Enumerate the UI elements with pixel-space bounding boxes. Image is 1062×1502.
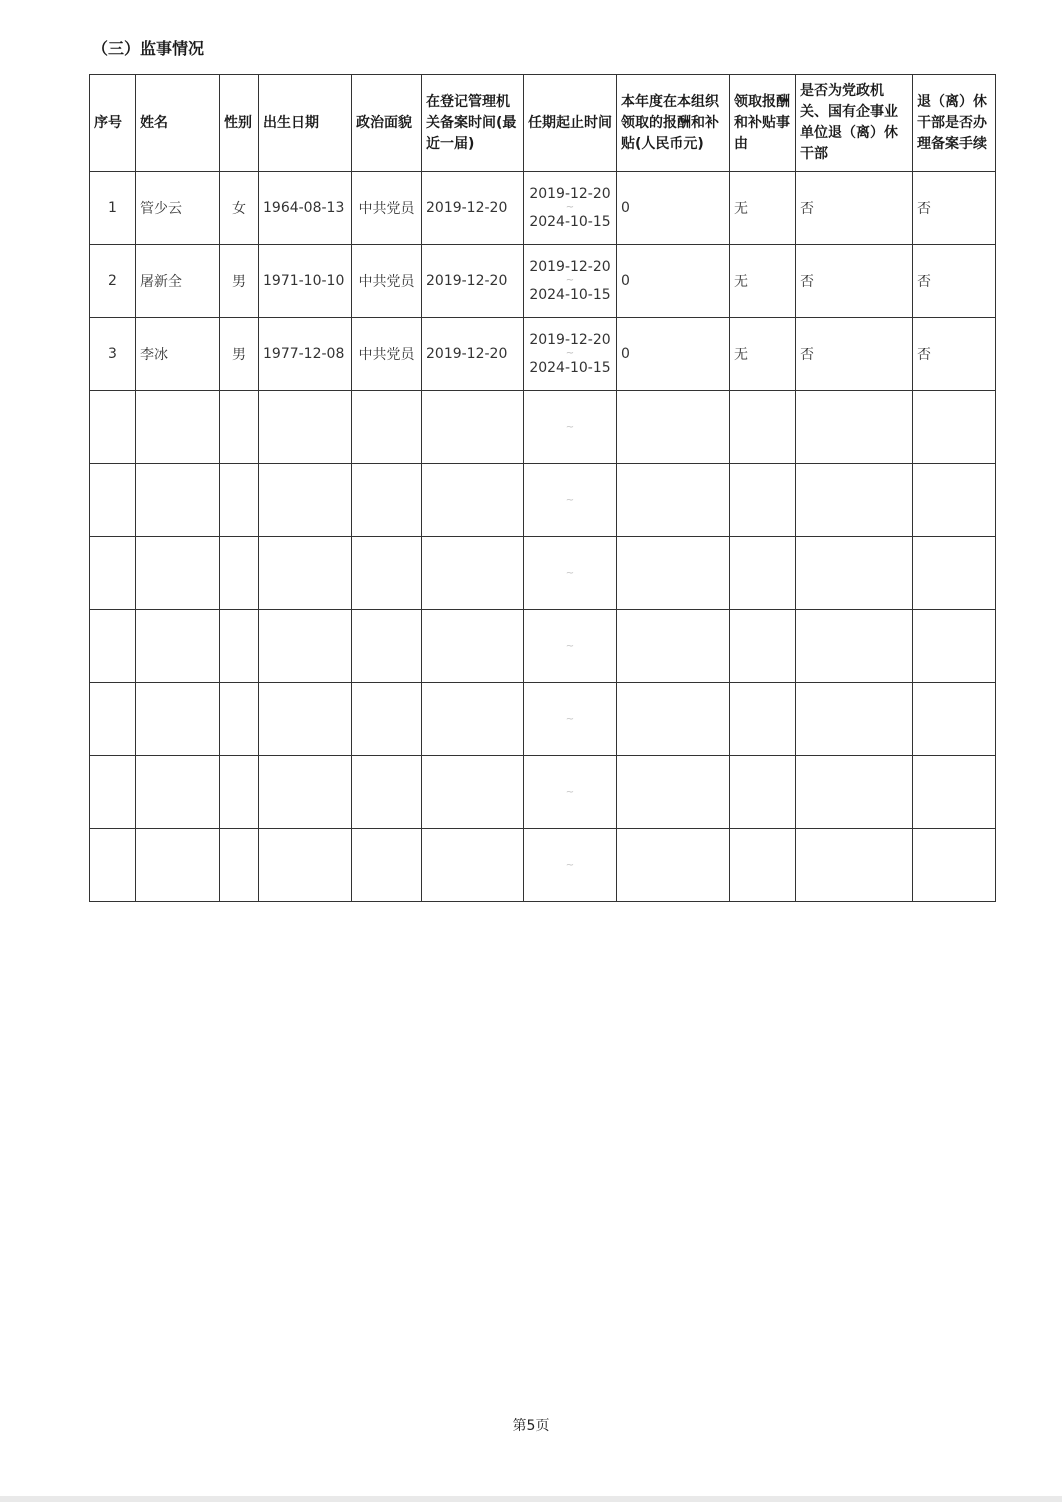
political-status-cell: 中共党员 — [352, 172, 422, 245]
empty-cell — [796, 464, 913, 537]
empty-cell — [796, 391, 913, 464]
empty-cell — [422, 537, 524, 610]
term-separator: ~ — [565, 640, 575, 652]
filing-procedure-cell: 否 — [913, 318, 996, 391]
empty-cell — [422, 756, 524, 829]
empty-cell — [913, 829, 996, 902]
empty-cell — [136, 829, 220, 902]
empty-cell — [422, 683, 524, 756]
term-end: 2024-10-15 — [529, 214, 611, 230]
header-cell: 是否为党政机关、国有企事业单位退（离）休干部 — [796, 75, 913, 172]
filing-procedure-cell: 否 — [913, 172, 996, 245]
retired-cadre-cell: 否 — [796, 245, 913, 318]
empty-term-cell — [524, 391, 617, 464]
empty-cell — [617, 537, 730, 610]
term-separator: ~ — [565, 202, 575, 213]
empty-cell — [352, 683, 422, 756]
name-cell: 管少云 — [136, 172, 220, 245]
empty-cell — [422, 829, 524, 902]
empty-cell — [136, 537, 220, 610]
empty-cell — [352, 756, 422, 829]
empty-cell — [136, 756, 220, 829]
pay-cell: 0 — [617, 318, 730, 391]
empty-cell — [352, 829, 422, 902]
empty-cell — [730, 756, 796, 829]
empty-table-row — [90, 756, 996, 829]
empty-table-row — [90, 683, 996, 756]
empty-cell — [220, 464, 259, 537]
empty-cell — [352, 537, 422, 610]
term-separator: ~ — [565, 859, 575, 871]
empty-cell — [90, 610, 136, 683]
term-separator: ~ — [565, 348, 575, 359]
row-number: 1 — [90, 172, 136, 245]
empty-cell — [259, 829, 352, 902]
empty-cell — [730, 829, 796, 902]
empty-cell — [617, 391, 730, 464]
political-status-cell: 中共党员 — [352, 245, 422, 318]
empty-cell — [136, 464, 220, 537]
term-separator: ~ — [565, 567, 575, 579]
term-separator: ~ — [565, 421, 575, 433]
empty-cell — [796, 829, 913, 902]
empty-table-row — [90, 537, 996, 610]
empty-cell — [617, 464, 730, 537]
empty-cell — [796, 610, 913, 683]
pay-cell: 0 — [617, 245, 730, 318]
empty-cell — [90, 391, 136, 464]
gender-cell: 男 — [220, 245, 259, 318]
empty-cell — [90, 829, 136, 902]
empty-cell — [796, 683, 913, 756]
term-cell — [524, 245, 617, 318]
empty-cell — [259, 391, 352, 464]
empty-cell — [617, 683, 730, 756]
pay-reason-cell: 无 — [730, 318, 796, 391]
table-row — [90, 245, 996, 318]
empty-term-cell — [524, 610, 617, 683]
empty-cell — [259, 756, 352, 829]
empty-cell — [220, 391, 259, 464]
header-cell: 姓名 — [136, 75, 220, 172]
empty-cell — [352, 391, 422, 464]
empty-cell — [352, 610, 422, 683]
empty-cell — [796, 537, 913, 610]
term-cell — [524, 172, 617, 245]
page-number: 第5页 — [512, 1418, 550, 1434]
empty-cell — [259, 610, 352, 683]
supervisor-table — [89, 74, 996, 902]
empty-term-cell — [524, 683, 617, 756]
header-cell: 任期起止时间 — [524, 75, 617, 172]
term-separator: ~ — [565, 494, 575, 506]
empty-cell — [913, 391, 996, 464]
empty-cell — [259, 683, 352, 756]
header-cell: 政治面貌 — [352, 75, 422, 172]
row-number: 2 — [90, 245, 136, 318]
birth-date-cell: 1977-12-08 — [259, 318, 352, 391]
empty-cell — [617, 829, 730, 902]
term-end: 2024-10-15 — [529, 287, 611, 303]
header-cell: 本年度在本组织领取的报酬和补贴(人民币元) — [617, 75, 730, 172]
empty-cell — [136, 610, 220, 683]
empty-table-row — [90, 610, 996, 683]
term-start: 2019-12-20 — [529, 259, 611, 275]
empty-cell — [913, 464, 996, 537]
filing-date-cell: 2019-12-20 — [422, 318, 524, 391]
birth-date-cell: 1971-10-10 — [259, 245, 352, 318]
empty-cell — [220, 829, 259, 902]
header-cell: 出生日期 — [259, 75, 352, 172]
empty-table-row — [90, 391, 996, 464]
filing-procedure-cell: 否 — [913, 245, 996, 318]
empty-term-cell — [524, 537, 617, 610]
header-cell: 在登记管理机关备案时间(最近一届) — [422, 75, 524, 172]
empty-cell — [136, 391, 220, 464]
table-header-row — [90, 75, 996, 172]
table-row — [90, 172, 996, 245]
birth-date-cell: 1964-08-13 — [259, 172, 352, 245]
empty-cell — [220, 756, 259, 829]
empty-cell — [136, 683, 220, 756]
empty-cell — [422, 610, 524, 683]
retired-cadre-cell: 否 — [796, 172, 913, 245]
retired-cadre-cell: 否 — [796, 318, 913, 391]
pay-reason-cell: 无 — [730, 172, 796, 245]
scan-edge-divider — [0, 1496, 1062, 1502]
gender-cell: 女 — [220, 172, 259, 245]
gender-cell: 男 — [220, 318, 259, 391]
empty-cell — [617, 756, 730, 829]
empty-term-cell — [524, 829, 617, 902]
empty-cell — [220, 610, 259, 683]
term-start: 2019-12-20 — [529, 186, 611, 202]
empty-term-cell — [524, 464, 617, 537]
empty-cell — [730, 537, 796, 610]
empty-cell — [730, 683, 796, 756]
table-row — [90, 318, 996, 391]
empty-cell — [730, 391, 796, 464]
political-status-cell: 中共党员 — [352, 318, 422, 391]
term-separator: ~ — [565, 713, 575, 725]
filing-date-cell: 2019-12-20 — [422, 245, 524, 318]
term-cell — [524, 318, 617, 391]
empty-cell — [913, 610, 996, 683]
section-title: （三）监事情况 — [92, 39, 205, 58]
term-separator: ~ — [565, 275, 575, 286]
empty-table-row — [90, 464, 996, 537]
empty-cell — [422, 464, 524, 537]
pay-cell: 0 — [617, 172, 730, 245]
empty-term-cell — [524, 756, 617, 829]
header-cell: 序号 — [90, 75, 136, 172]
empty-cell — [90, 464, 136, 537]
header-cell: 领取报酬和补贴事由 — [730, 75, 796, 172]
pay-reason-cell: 无 — [730, 245, 796, 318]
empty-cell — [730, 610, 796, 683]
name-cell: 李冰 — [136, 318, 220, 391]
empty-cell — [913, 537, 996, 610]
empty-cell — [913, 683, 996, 756]
empty-cell — [352, 464, 422, 537]
empty-cell — [90, 683, 136, 756]
empty-cell — [90, 756, 136, 829]
empty-cell — [220, 683, 259, 756]
name-cell: 屠新全 — [136, 245, 220, 318]
term-separator: ~ — [565, 786, 575, 798]
header-cell: 性别 — [220, 75, 259, 172]
empty-cell — [259, 537, 352, 610]
empty-cell — [220, 537, 259, 610]
empty-cell — [422, 391, 524, 464]
empty-cell — [730, 464, 796, 537]
empty-cell — [796, 756, 913, 829]
empty-cell — [913, 756, 996, 829]
filing-date-cell: 2019-12-20 — [422, 172, 524, 245]
header-cell: 退（离）休干部是否办理备案手续 — [913, 75, 996, 172]
empty-cell — [90, 537, 136, 610]
empty-cell — [617, 610, 730, 683]
empty-table-row — [90, 829, 996, 902]
empty-cell — [259, 464, 352, 537]
term-start: 2019-12-20 — [529, 332, 611, 348]
term-end: 2024-10-15 — [529, 360, 611, 376]
row-number: 3 — [90, 318, 136, 391]
